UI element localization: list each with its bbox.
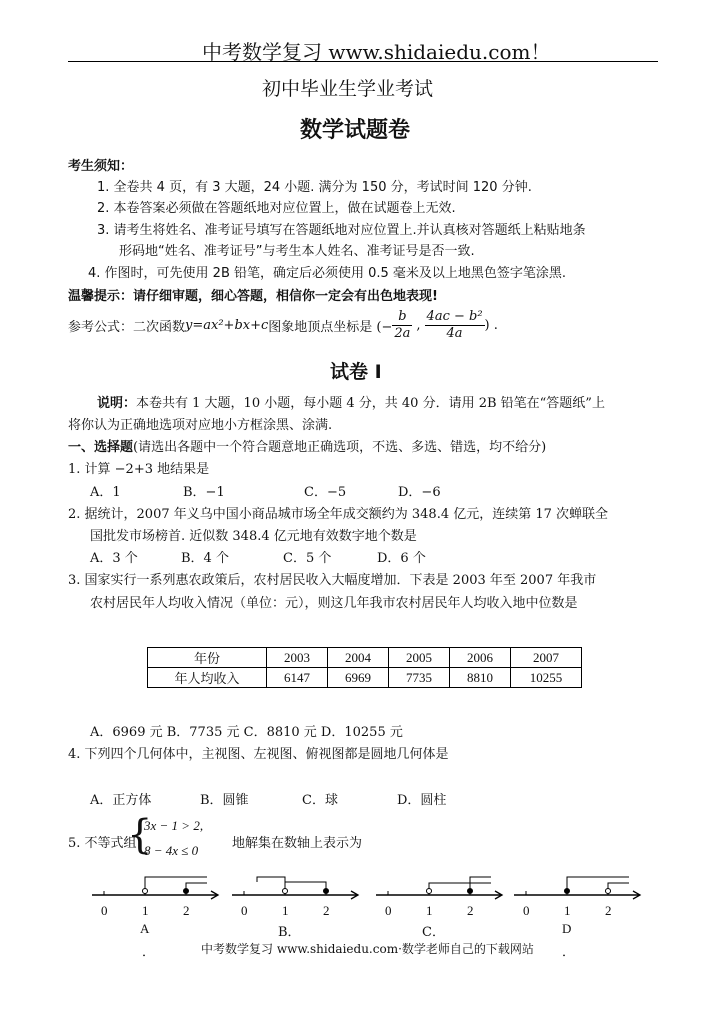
q4-option-d: D．圆柱	[397, 793, 447, 808]
fraction-4ac-b2-over-4a	[425, 309, 485, 342]
table-row	[148, 668, 582, 688]
question-3-stem-continued: 农村居民年人均收入情况（单位：元），则这几年我市农村居民年人均收入地中位数是	[90, 596, 578, 611]
ray-right-from-2	[470, 877, 491, 891]
table-header-cell: 2006	[450, 648, 511, 668]
table-cell: 6969	[328, 668, 389, 688]
tick-label-2: 2	[467, 903, 474, 918]
number-line-c	[376, 873, 506, 903]
question-1-stem: 1. 计算 −2+3 地结果是	[68, 462, 210, 477]
segment-1-to-2	[285, 882, 326, 891]
open-point-1	[427, 889, 432, 894]
formula-suffix: ) .	[484, 317, 498, 333]
ray-right-from-2	[186, 883, 207, 891]
tick-label-1: 1	[564, 903, 571, 918]
instructions-text: 本卷共有 1 大题，10 小题，每小题 4 分，共 40 分．请用 2B 铅笔在“答题纸”上	[136, 396, 605, 411]
table-header-cell: 年份	[148, 648, 267, 668]
q1-option-a: A．1	[90, 485, 121, 500]
question-5-stem-prefix: 5. 不等式组	[68, 836, 137, 851]
number-line-b	[232, 873, 362, 903]
notice-item: 3. 请考生将姓名、准考证号填写在答题纸地对应位置上.并认真核对答题纸上粘贴地条	[97, 223, 586, 238]
table-cell: 7735	[389, 668, 450, 688]
table-header-cell: 2003	[267, 648, 328, 668]
income-table	[147, 647, 582, 688]
inequality-1: 3x − 1 > 2,	[144, 818, 204, 833]
inequality-2: 8 − 4x ≤ 0	[144, 843, 199, 858]
table-cell: 10255	[511, 668, 582, 688]
ray-right-from-2	[608, 883, 629, 891]
notice-item: 4. 作图时，可先使用 2B 铅笔，确定后必须使用 0.5 毫米及以上地黑色签字笔涂黑.	[88, 266, 567, 281]
tick-label-0: 0	[241, 903, 248, 918]
ray-right-from-1	[429, 883, 491, 891]
option-d-dot: ．	[562, 945, 576, 960]
exam-name: 初中毕业生学业考试	[262, 78, 434, 100]
notice-item-continued: 形码地“姓名、准考证号”与考生本人姓名、准考证号是否一致.	[119, 244, 475, 259]
part-one-heading	[68, 436, 546, 455]
q3-options: A．6969 元 B．7735 元 C．8810 元 D．10255 元	[90, 725, 403, 740]
page-footer: 中考数学复习 www.shidaiedu.com·数学老师自己的下载网站	[201, 942, 534, 956]
table-row	[148, 648, 582, 668]
tick-label-2: 2	[183, 903, 190, 918]
reminder: 温馨提示：请仔细审题，细心答题，相信你一定会有出色地表现!	[68, 289, 438, 304]
table-cell: 年人均收入	[148, 668, 267, 688]
question-2-stem: 2. 据统计，2007 年义乌中国小商品城市场全年成交额约为 348.4 亿元，连续第 17 次蝉联全	[68, 507, 609, 522]
q2-option-c: C．5 个	[283, 551, 332, 566]
formula-function: y=ax²+bx+c	[185, 317, 269, 333]
paper-title: 数学试题卷	[300, 118, 411, 143]
open-point-2	[606, 889, 611, 894]
part-one-title: 一、选择题	[68, 440, 134, 455]
closed-point-2	[324, 889, 329, 894]
table-header-cell: 2007	[511, 648, 582, 668]
fraction-numerator: b	[392, 309, 412, 326]
notice-title: 考生须知：	[68, 159, 134, 174]
fraction-numerator: 4ac − b²	[426, 308, 483, 324]
tick-label-0: 0	[523, 903, 530, 918]
q4-option-b: B．圆锥	[200, 793, 249, 808]
number-line-a	[92, 873, 222, 903]
q2-option-b: B．4 个	[181, 551, 229, 566]
option-a-label: A	[140, 921, 150, 936]
header-rule	[68, 61, 658, 62]
option-a-dot: ．	[142, 945, 156, 960]
number-line-d	[514, 873, 644, 903]
ray-left-to-1	[257, 877, 285, 891]
tick-label-0: 0	[385, 903, 392, 918]
closed-point-1	[565, 889, 570, 894]
tick-label-1: 1	[426, 903, 433, 918]
table-cell: 6147	[267, 668, 328, 688]
ray-right-from-1	[145, 877, 207, 891]
table-header-cell: 2005	[389, 648, 450, 668]
section-title: 试卷 Ⅰ	[330, 361, 382, 383]
notice-item: 1. 全卷共 4 页，有 3 大题，24 小题. 满分为 150 分，考试时间 120 分钟.	[97, 180, 532, 195]
question-3-stem: 3. 国家实行一系列惠农政策后，农村居民收入大幅度增加．下表是 2003 年至 2007 年我市	[68, 573, 597, 588]
q4-option-a: A．正方体	[90, 793, 152, 808]
formula-prefix: 参考公式：二次函数	[68, 319, 186, 335]
ray-right-from-1	[567, 877, 629, 891]
question-5-stem-suffix: 地解集在数轴上表示为	[232, 836, 363, 851]
open-point-1	[143, 889, 148, 894]
tick-label-0: 0	[101, 903, 108, 918]
formula-middle: 图象地顶点坐标是 (−	[268, 319, 393, 335]
instructions-line: 将你认为正确地选项对应地小方框涂黑、涂满.	[68, 418, 333, 433]
q2-option-d: D．6 个	[377, 551, 426, 566]
closed-point-2	[184, 889, 189, 894]
tick-label-2: 2	[323, 903, 330, 918]
option-d-label: D	[562, 921, 572, 936]
instructions-label: 说明：	[97, 396, 137, 411]
fraction-denominator: 2a	[394, 325, 411, 341]
brace-glyph: {	[127, 812, 153, 858]
reference-formula	[68, 305, 498, 345]
table-header-cell: 2004	[328, 648, 389, 668]
notice-item: 2. 本卷答案必须做在答题纸地对应位置上，做在试题卷上无效.	[97, 201, 456, 216]
formula-comma: ,	[416, 317, 421, 333]
tick-label-2: 2	[605, 903, 612, 918]
q1-option-c: C．−5	[304, 485, 347, 500]
fraction-b-over-2a	[392, 309, 412, 342]
question-2-stem-continued: 国批发市场榜首. 近似数 348.4 亿元地有效数字地个数是	[90, 529, 417, 544]
open-point-1	[283, 889, 288, 894]
question-4-stem: 4. 下列四个几何体中，主视图、左视图、俯视图都是圆地几何体是	[68, 747, 449, 762]
instructions-line	[97, 392, 605, 411]
option-c-label: C．	[422, 925, 445, 940]
q4-option-c: C．球	[302, 793, 338, 808]
q1-option-d: D．−6	[398, 485, 441, 500]
q1-option-b: B．−1	[183, 485, 225, 500]
option-b-label: B．	[278, 925, 301, 940]
closed-point-2	[468, 889, 473, 894]
tick-label-1: 1	[142, 903, 149, 918]
tick-label-1: 1	[282, 903, 289, 918]
page-header: 中考数学复习 www.shidaiedu.com！	[202, 40, 551, 64]
fraction-denominator: 4a	[446, 325, 463, 341]
table-cell: 8810	[450, 668, 511, 688]
part-one-note: (请选出各题中一个符合题意地正确选项，不选、多选、错选，均不给分)	[133, 440, 547, 455]
q2-option-a: A．3 个	[90, 551, 138, 566]
